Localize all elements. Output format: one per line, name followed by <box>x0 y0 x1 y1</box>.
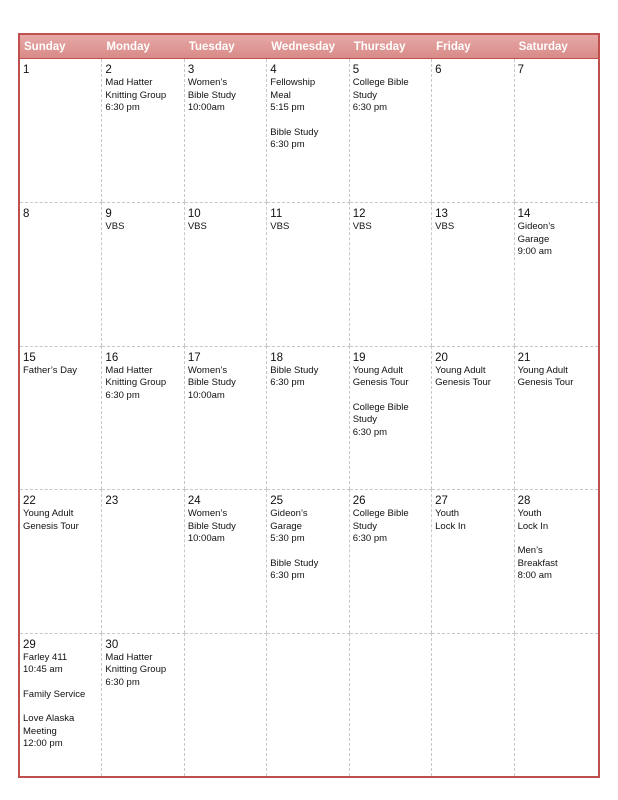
day-cell <box>267 633 349 776</box>
day-cell <box>515 59 598 202</box>
event-entry: Bible Study 6:30 pm <box>270 557 319 582</box>
day-number: 26 <box>352 495 366 508</box>
day-cell <box>20 59 102 202</box>
day-number: 27 <box>435 495 448 508</box>
day-number: 28 <box>517 495 531 508</box>
day-cell <box>102 489 184 632</box>
day-number: 17 <box>187 351 201 364</box>
event-entry: Women’s Bible Study 10:00am <box>187 508 236 545</box>
event-entry: Mad Hatter Knitting Group 6:30 pm <box>105 77 167 113</box>
event-entry: College Bible Study 6:30 pm <box>352 77 409 113</box>
event-entry: Love Alaska Meeting 12:00 pm <box>23 713 75 750</box>
day-cell <box>102 346 184 489</box>
day-cell <box>20 346 102 489</box>
event-entry: Women’s Bible Study 10:00am <box>187 77 236 113</box>
day-number: 2 <box>105 64 112 76</box>
event-entry: College Bible Study 6:30 pm <box>352 508 409 545</box>
day-number: 25 <box>270 495 284 508</box>
day-number: 14 <box>517 208 531 221</box>
day-cell <box>20 633 102 776</box>
day-number: 12 <box>352 208 366 221</box>
event-entry: Family Service <box>23 688 86 700</box>
day-cell <box>102 202 184 345</box>
weekday-header-tuesday: Tuesday <box>185 35 267 59</box>
day-cell <box>185 202 267 345</box>
day-cell <box>20 489 102 632</box>
day-cell <box>350 59 432 202</box>
day-cell <box>185 346 267 489</box>
day-cell <box>515 633 598 776</box>
day-number: 21 <box>517 351 531 364</box>
event-entry: Youth Lock In <box>517 508 549 532</box>
event-entry: Mad Hatter Knitting Group 6:30 pm <box>105 364 167 401</box>
day-number: 6 <box>435 64 442 76</box>
event-entry: VBS <box>352 221 372 233</box>
day-number: 8 <box>23 208 30 221</box>
event-entry: Young Adult Genesis Tour <box>352 364 409 389</box>
day-cell <box>267 346 349 489</box>
day-number: 13 <box>435 208 448 221</box>
day-cell <box>267 489 349 632</box>
day-cell <box>432 633 514 776</box>
day-number: 5 <box>352 64 360 76</box>
weekday-header-wednesday: Wednesday <box>267 35 349 59</box>
day-number: 30 <box>105 638 119 651</box>
day-number: 19 <box>352 351 366 364</box>
event-entry: VBS <box>105 221 125 233</box>
day-cell <box>20 202 102 345</box>
day-cell <box>350 202 432 345</box>
day-cell <box>432 202 514 345</box>
day-cell <box>350 633 432 776</box>
event-entry: Fellowship Meal 5:15 pm <box>270 77 316 113</box>
day-number: 23 <box>105 495 119 508</box>
weekday-header-saturday: Saturday <box>515 35 598 59</box>
day-cell <box>102 59 184 202</box>
day-cell <box>267 202 349 345</box>
event-entry: Men’s Breakfast 8:00 am <box>517 545 558 582</box>
event-entry: Mad Hatter Knitting Group 6:30 pm <box>105 651 167 688</box>
day-cell <box>515 346 598 489</box>
event-entry: Gideon’s Garage 5:30 pm <box>270 508 308 545</box>
weekday-header-thursday: Thursday <box>350 35 432 59</box>
day-number: 3 <box>187 64 195 76</box>
day-cell <box>185 59 267 202</box>
day-cell <box>432 489 514 632</box>
day-cell <box>515 202 598 345</box>
day-cell <box>515 489 598 632</box>
event-entry: Bible Study 6:30 pm <box>270 364 319 389</box>
weekday-header-friday: Friday <box>432 35 514 59</box>
event-entry: Bible Study 6:30 pm <box>270 126 319 150</box>
event-entry: Young Adult Genesis Tour <box>23 508 79 532</box>
day-cell <box>185 489 267 632</box>
day-number: 11 <box>270 208 283 221</box>
day-cell <box>102 633 184 776</box>
event-entry: VBS <box>435 221 455 233</box>
event-entry: Farley 411 10:45 am <box>23 651 68 676</box>
day-number: 4 <box>270 64 277 76</box>
day-number: 7 <box>517 64 524 76</box>
event-entry: Young Adult Genesis Tour <box>517 364 574 389</box>
day-number: 15 <box>23 351 36 364</box>
day-number: 22 <box>23 495 36 508</box>
day-number: 24 <box>187 495 201 508</box>
event-entry: Youth Lock In <box>435 508 466 532</box>
day-cell <box>350 489 432 632</box>
weekday-header-sunday: Sunday <box>20 35 102 59</box>
event-entry: VBS <box>270 221 290 233</box>
event-entry: VBS <box>187 221 207 233</box>
day-cell <box>350 346 432 489</box>
day-number: 29 <box>23 638 36 651</box>
day-number: 20 <box>435 351 448 364</box>
day-number: 18 <box>270 351 284 364</box>
day-cell <box>432 346 514 489</box>
event-entry: College Bible Study 6:30 pm <box>352 401 409 438</box>
day-number: 16 <box>105 351 119 364</box>
weekday-header-monday: Monday <box>102 35 184 59</box>
event-entry: Gideon’s Garage 9:00 am <box>517 221 555 258</box>
calendar-grid <box>18 33 600 778</box>
event-entry: Young Adult Genesis Tour <box>435 364 491 389</box>
day-number: 1 <box>23 64 30 76</box>
day-number: 10 <box>187 208 201 221</box>
day-cell <box>185 633 267 776</box>
event-entry: Father’s Day <box>23 364 78 376</box>
day-number: 9 <box>105 208 112 221</box>
day-cell <box>432 59 514 202</box>
event-entry: Women’s Bible Study 10:00am <box>187 364 236 401</box>
day-cell <box>267 59 349 202</box>
